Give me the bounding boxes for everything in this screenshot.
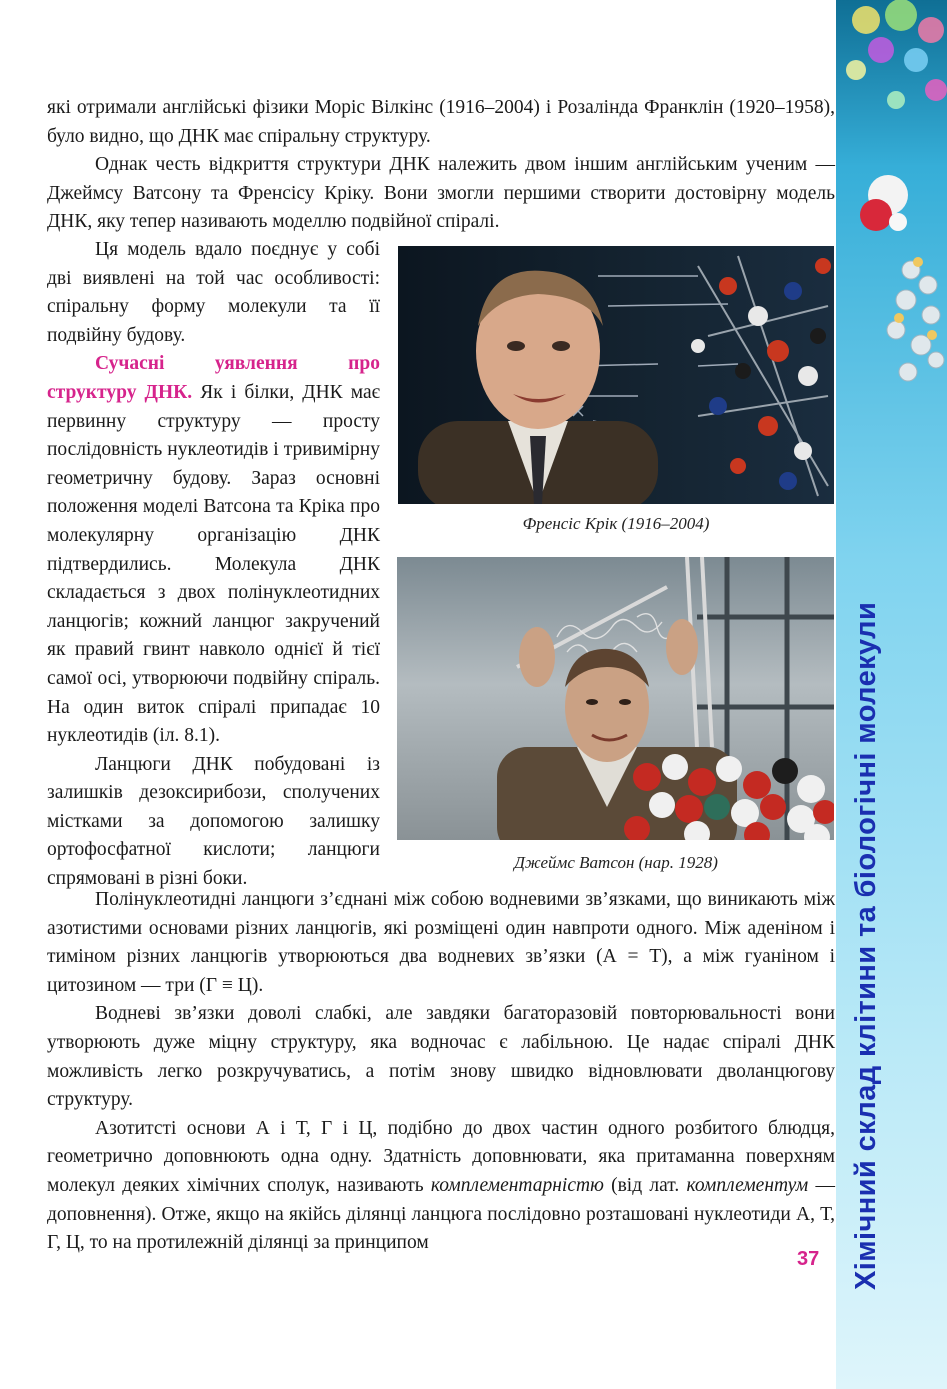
paragraph-body: Як і білки, ДНК має первинну структуру — просту послідовність нуклеотидів і тривимірну геометричну будову. Зараз основні положення моделі Ватсона та Кріка про молекулярну організацію ДНК підтвердились. Молекула ДНК складається з двох полінуклеотидних ланцюгів; кожний ланцюг закручений як правий гвинт навколо однієї й тієї самої осі, утворюючи подвійну спіраль. На один виток спіралі припадає 10 нуклеотидів (іл. 8.1). — [47, 381, 380, 747]
left-column-text — [47, 236, 380, 894]
paragraph: Ця модель вдало поєднує у собі дві виявлені на той час особливості: спіральну форму молекули та її подвійну будову. — [47, 239, 380, 346]
crick-photo-illustration — [398, 246, 834, 504]
paragraph-text: Азотитсті основи А і Т, Г і Ц, подібно до двох частин одного розбитого блюдця, геометрично доповнюють одна одну. Здатність доповнювати, яка притаманна поверхням молекул деяких хімічних сполук, називають — [47, 1117, 835, 1196]
molecule-decoration-icon — [836, 0, 947, 420]
watson-caption: Джеймс Ватсон (нар. 1928) — [514, 853, 718, 872]
term-italic: комплементарністю — [430, 1174, 604, 1196]
section-heading: Сучасні уявлення про структуру ДНК. — [47, 353, 380, 403]
paragraph-text: — доповнення). Отже, якщо на якійсь ділянці ланцюга послідовно розташовані нуклеотиди А, Т, Г, Ц, то на протилежній ділянці за принципом — [47, 1174, 836, 1254]
paragraph: Водневі зв’язки доволі слабкі, але завдяки багаторазовій повторювальності вони утворюють дуже міцну структуру, яка водночас є лабільною. Це надає спіралі ДНК можливість легко розкручуватись, а потім знову швидко відновлювати дволанцюгову структуру. — [47, 1003, 835, 1111]
paragraph: які отримали англійські фізики Моріс Вілкінс (1916–2004) і Розалінда Франклін (1920–1958), було видно, що ДНК має спіральну структуру. — [47, 97, 835, 147]
paragraph-text: (від лат. — [603, 1174, 687, 1196]
paragraph: Ланцюги ДНК побудовані із залишків дезоксирибози, сполучених містками за допомогою залишку ортофосфатної кислоти; ланцюги спрямовані в різні боки. — [47, 753, 380, 890]
paragraph — [47, 350, 380, 750]
latin-term-italic: комплементум — [686, 1174, 809, 1196]
page-number: 37 — [797, 1248, 820, 1270]
watson-photo-illustration — [397, 557, 834, 840]
paragraph: Полінуклеотидні ланцюги з’єднані між собою водневими зв’язками, що виникають між азотистими основами різних ланцюгів, які розміщені один навпроти одного. Між аденіном і тиміном різних ланцюгів утворюються два водневих зв’язки (А = Т), а між гуаніном і цитозином — три (Г ≡ Ц). — [47, 889, 835, 996]
paragraph — [47, 1115, 835, 1258]
bottom-text-block — [47, 886, 835, 1258]
paragraph: Однак честь відкриття структури ДНК належить двом іншим англійським ученим — Джеймсу Ватсону та Френсісу Кріку. Вони змогли першими створити достовірну модель ДНК, яку тепер називають моделлю подвійної спіралі. — [47, 154, 835, 233]
crick-caption: Френсіс Крік (1916–2004) — [522, 514, 710, 533]
top-text-block — [47, 94, 835, 237]
watson-photo — [397, 557, 834, 840]
chapter-title-vertical: Хімічний склад клітини та біологічні молекули — [850, 601, 882, 1290]
crick-photo — [398, 246, 834, 504]
